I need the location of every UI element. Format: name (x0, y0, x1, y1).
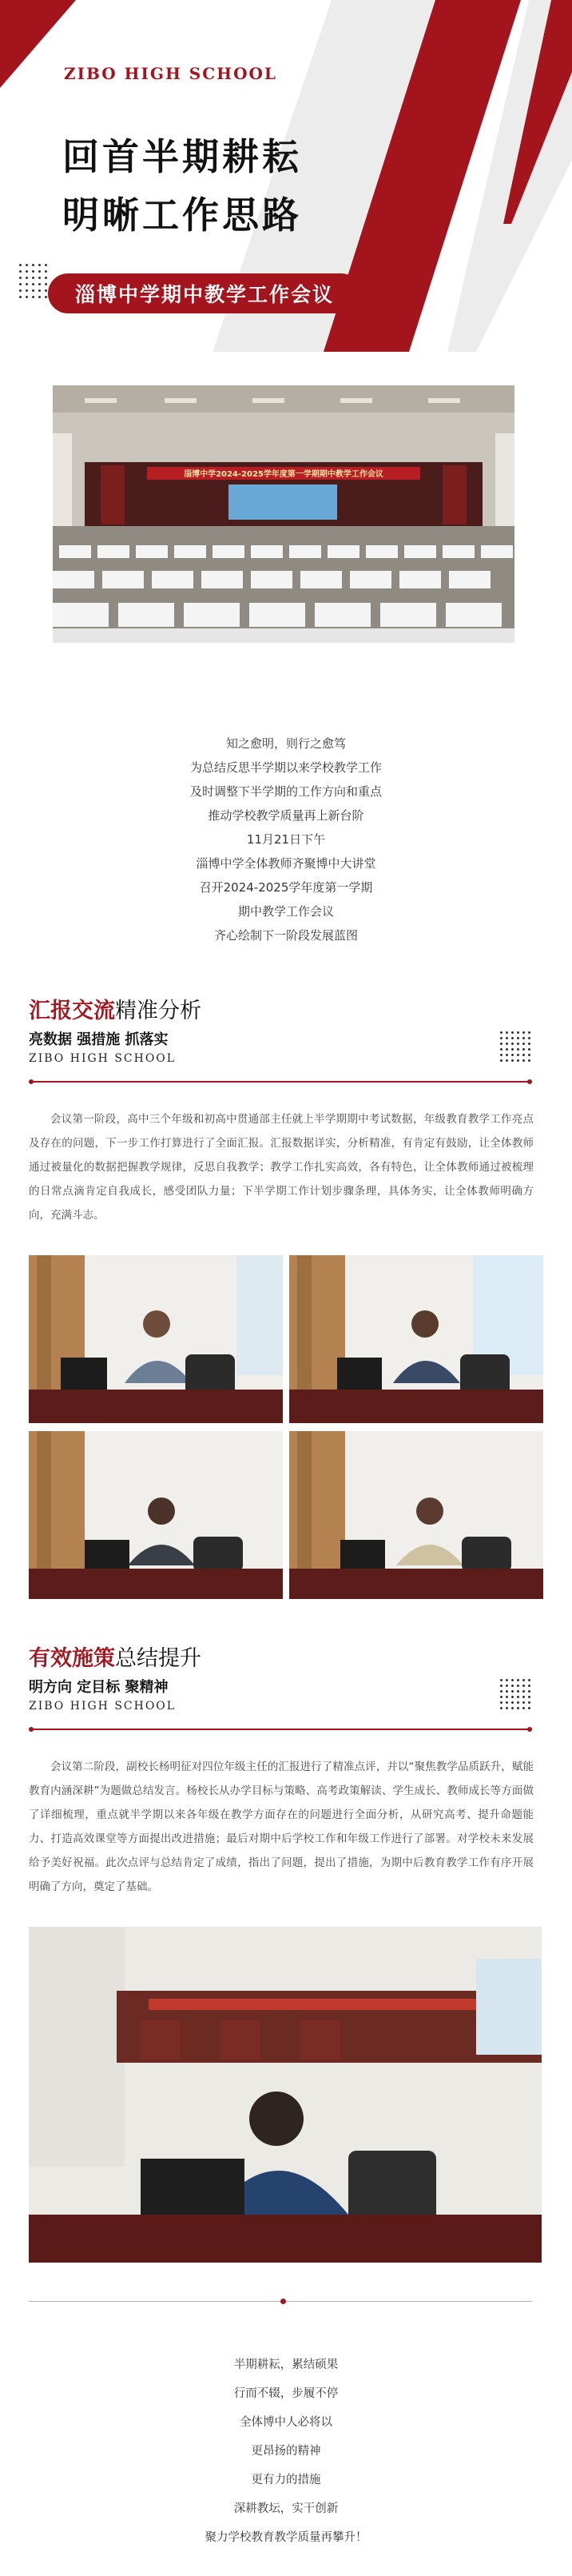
intro-line: 推动学校教学质量再上新台阶 (208, 808, 364, 823)
intro-line: 知之愈明，则行之愈笃 (225, 736, 346, 751)
section1-divider (29, 1081, 532, 1083)
speaker-photo-1 (29, 1255, 283, 1423)
closing-line: 更昂扬的精神 (251, 2445, 321, 2458)
section2-subtitle: 明方向 定目标 聚精神 (29, 1679, 169, 1696)
section2-title-highlight: 有效施策 (29, 1646, 115, 1671)
section2-title (29, 1641, 201, 1672)
closing-text (0, 2351, 572, 2552)
intro-line: 及时调整下半学期的工作方向和重点 (189, 784, 382, 799)
hero-banner-text: 淄博中学2024-2025学年度第一学期期中教学工作会议 (184, 470, 383, 479)
intro-line: 召开2024-2025学年度第一学期 (199, 880, 373, 895)
closing-line: 更有力的措施 (251, 2474, 321, 2486)
speaker-photo-3 (29, 1431, 283, 1599)
subtitle-pill: 淄博中学期中教学工作会议 (48, 273, 361, 313)
intro-line: 为总结反思半学期以来学校教学工作 (189, 760, 382, 775)
vice-principal-photo (29, 1927, 542, 2263)
closing-line: 聚力学校教育教学质量再攀升！ (205, 2531, 367, 2544)
speaker-photo-2 (289, 1255, 543, 1423)
intro-line: 淄博中学全体教师齐聚博中大讲堂 (196, 856, 376, 871)
section1-dots-icon (500, 1031, 530, 1062)
section1-paragraph: 会议第一阶段，高中三个年级和初高中贯通部主任就上半学期期中考试数据，年级教育教学工作亮点及存在的问题，下一步工作打算进行了全面汇报。汇报数据详实，分析精准，有肯定有鼓励，让全体教师通过被量化的数据把握教学规律，反思自我教学；教学工作扎实高效，各有特色，让全体教师通过被梳理的日常点滴肯定自我成长，感受团队力量；下半学期工作计划步骤条理，具体务实，让全体教师明确方向，充满斗志。 (29, 1113, 534, 1222)
section2-english: ZIBO HIGH SCHOOL (29, 1700, 177, 1713)
intro-line: 期中教学工作会议 (237, 904, 334, 919)
closing-divider (29, 2301, 532, 2302)
intro-text (0, 732, 572, 947)
section1-title-rest: 精准分析 (115, 999, 201, 1023)
intro-line: 齐心绘制下一阶段发展蓝图 (213, 928, 358, 943)
section1-title-highlight: 汇报交流 (29, 999, 115, 1023)
title-line-1: 回首半期耕耘 (62, 135, 302, 178)
section2-title-rest: 总结提升 (115, 1646, 201, 1671)
speaker-photo-4 (289, 1431, 543, 1599)
section2-dots-icon (500, 1679, 530, 1709)
closing-line: 全体博中人必将以 (240, 2416, 332, 2429)
closing-line: 深耕教坛，实干创新 (233, 2502, 339, 2515)
school-english-name: ZIBO HIGH SCHOOL (64, 64, 277, 83)
section2-paragraph: 会议第二阶段，副校长杨明征对四位年级主任的汇报进行了精准点评，并以“聚焦教学品质跃升，赋能教育内涵深耕”为题做总结发言。杨校长从办学目标与策略、高考政策解读、学生成长、教师成长等方面做了详细梳理，重点就半学期以来各年级在教学方面存在的问题进行全面分析，从研究高考、提升命题能力、打造高效课堂等方面提出改进措施；最后对期中后学校工作和年级工作进行了部署。对学校未来发展给予美好祝福。此次点评与总结肯定了成绩，指出了问题，提出了措施，为期中后教育教学工作有序开展明确了方向，奠定了基础。 (29, 1761, 534, 1893)
closing-line: 半期耕耘，累结硕果 (233, 2359, 339, 2371)
section1-subtitle: 亮数据 强措施 抓落实 (29, 1031, 169, 1048)
section2-divider (29, 1729, 532, 1730)
intro-line: 11月21日下午 (246, 832, 326, 847)
title-line-2: 明晰工作思路 (62, 193, 302, 237)
meeting-hall-photo (53, 385, 514, 643)
section1-english: ZIBO HIGH SCHOOL (29, 1052, 177, 1065)
closing-line: 行而不辍，步履不停 (233, 2387, 339, 2400)
section1-title (29, 993, 201, 1024)
dots-decoration (19, 264, 47, 298)
